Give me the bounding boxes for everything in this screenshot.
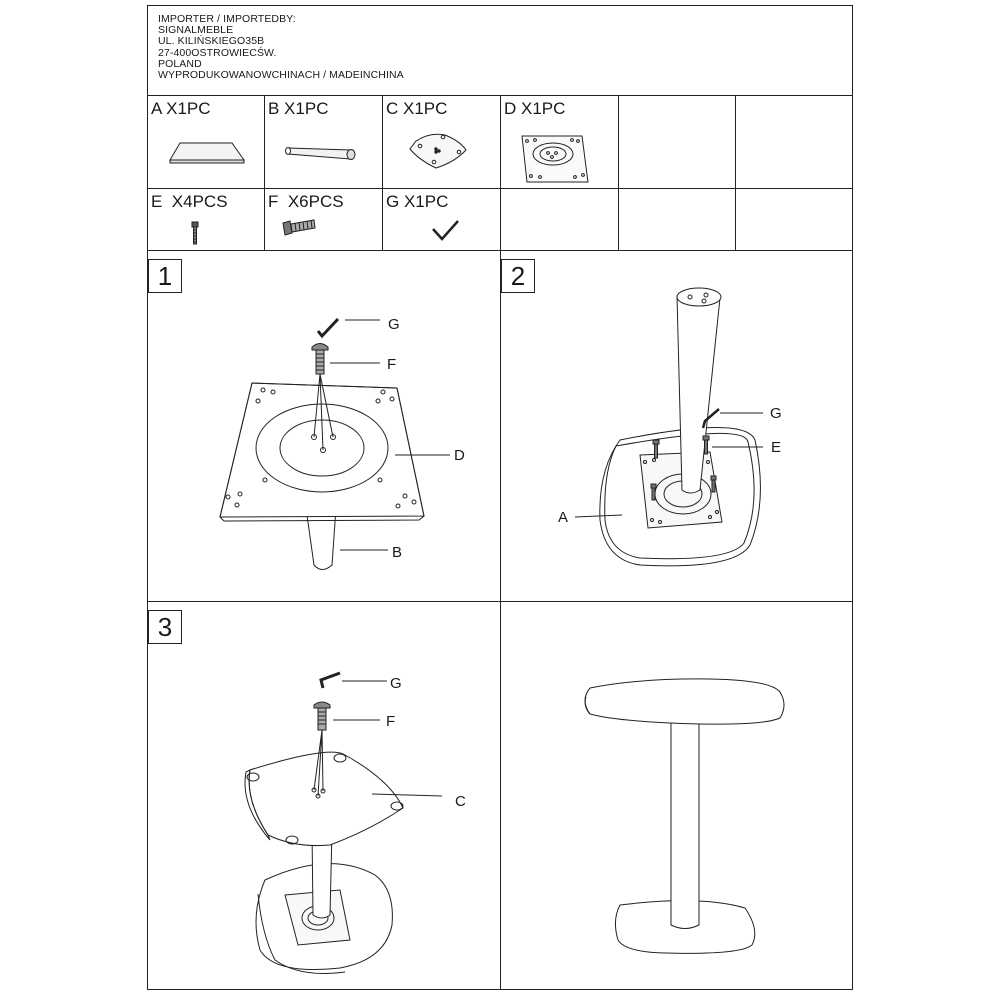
step1-drawing [220, 319, 450, 570]
step-1-number: 1 [148, 259, 182, 293]
importer-line: SIGNALMEBLE [158, 24, 234, 37]
leg-tube-icon [286, 148, 356, 160]
bolt-icon [283, 220, 315, 235]
step2-drawing [575, 288, 763, 566]
importer-line: UL. KILIŃSKIEGO35B [158, 35, 265, 48]
step1-callout-b: B [392, 544, 403, 561]
importer-line: 27-400OSTROWIECŚW. [158, 46, 277, 59]
part-g-label: G X1PC [386, 192, 449, 211]
step3-callout-c: C [455, 793, 466, 810]
part-e-label: E X4PCS [151, 192, 228, 211]
step-2-number: 2 [501, 259, 535, 293]
step3-callout-f: F [386, 713, 396, 730]
tabletop-icon [170, 143, 244, 163]
step2-callout-a: A [558, 509, 569, 526]
mounting-plate-icon [522, 136, 588, 182]
top-plate-icon [410, 134, 466, 168]
step1-callout-d: D [454, 447, 465, 464]
part-f-label: F X6PCS [268, 192, 344, 211]
step-3-number: 3 [148, 610, 182, 644]
screw-icon [192, 222, 198, 244]
importer-line: IMPORTER / IMPORTEDBY: [158, 13, 296, 25]
importer-line: POLAND [158, 57, 202, 70]
step1-callout-g: G [388, 316, 400, 333]
assembled-table-drawing [585, 679, 784, 953]
part-b-label: B X1PC [268, 99, 329, 118]
part-a-label: A X1PC [151, 99, 211, 118]
part-c-label: C X1PC [386, 99, 448, 118]
step2-callout-e: E [771, 439, 782, 456]
step3-callout-g: G [390, 675, 402, 692]
step3-drawing [245, 673, 442, 974]
step2-callout-g: G [770, 405, 782, 422]
allen-key-icon [433, 221, 458, 239]
step1-callout-f: F [387, 356, 397, 373]
part-d-label: D X1PC [504, 99, 566, 118]
importer-line: WYPRODUKOWANOWCHINACH / MADEINCHINA [158, 69, 404, 82]
